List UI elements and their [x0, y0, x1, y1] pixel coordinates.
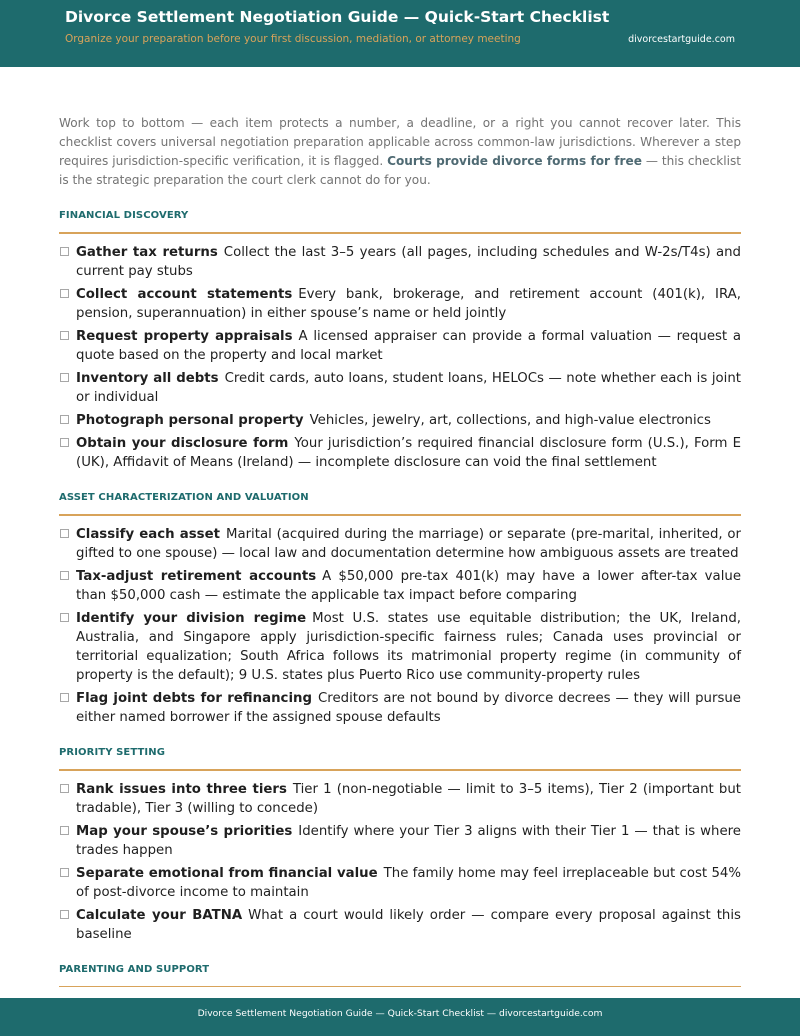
section-heading: PRIORITY SETTING — [59, 747, 741, 771]
checklist-item — [59, 525, 741, 563]
item-text: The family home may feel irreplaceable but cost 54% of post-divorce income to maintain — [76, 866, 742, 900]
item-text: Collect the last 3–5 years (all pages, including schedules and W-2s/T4s) and current pay stubs — [76, 245, 741, 279]
section-heading: PARENTING AND SUPPORT — [59, 964, 741, 987]
checkbox[interactable] — [60, 529, 69, 538]
item-title: Inventory all debts — [76, 371, 219, 386]
site-name: divorcestartguide.com — [628, 34, 735, 45]
footer-text: Divorce Settlement Negotiation Guide — Quick-Start Checklist — divorcestartguide.com — [197, 1008, 603, 1019]
page-title: Divorce Settlement Negotiation Guide — Quick-Start Checklist — [65, 8, 610, 26]
item-text: Your jurisdiction’s required financial disclosure form (U.S.), Form E (UK), Affidavit of Means (Ireland) — incomplete disclosure can void the final settlement — [76, 436, 741, 470]
section-heading: FINANCIAL DISCOVERY — [59, 210, 741, 234]
checklist-content — [59, 114, 741, 987]
page-footer — [0, 998, 800, 1036]
item-title: Gather tax returns — [76, 245, 218, 260]
intro-paragraph — [59, 114, 741, 190]
checkbox[interactable] — [60, 693, 69, 702]
checklist-item — [59, 906, 741, 944]
checkbox[interactable] — [60, 868, 69, 877]
section-heading: ASSET CHARACTERIZATION AND VALUATION — [59, 492, 741, 516]
checkbox[interactable] — [60, 784, 69, 793]
checkbox[interactable] — [60, 571, 69, 580]
item-text: A licensed appraiser can provide a formal valuation — request a quote based on the property and local market — [76, 329, 741, 363]
intro-text-after: — this checklist is the strategic preparation the court clerk cannot do for you. — [59, 154, 742, 187]
checkbox[interactable] — [60, 331, 69, 340]
item-text: Every bank, brokerage, and retirement account (401(k), IRA, pension, superannuation) in either spouse’s name or held jointly — [76, 287, 741, 321]
item-text: Tier 1 (non-negotiable — limit to 3–5 items), Tier 2 (important but tradable), Tier 3 (willing to concede) — [76, 782, 741, 816]
item-title: Tax-adjust retirement accounts — [76, 569, 317, 584]
checklist — [59, 525, 741, 727]
checklist — [59, 780, 741, 944]
checklist-item — [59, 780, 741, 818]
checklist-item — [59, 369, 741, 407]
checkbox[interactable] — [60, 247, 69, 256]
checklist-item — [59, 327, 741, 365]
page-header — [0, 0, 800, 67]
item-title: Calculate your BATNA — [76, 908, 243, 923]
checklist-item — [59, 434, 741, 472]
item-title: Separate emotional from financial value — [76, 866, 378, 881]
checklist-item — [59, 609, 741, 685]
checklist-item — [59, 411, 741, 430]
item-title: Collect account statements — [76, 287, 293, 302]
checklist-item — [59, 822, 741, 860]
item-text: A $50,000 pre-tax 401(k) may have a lower after-tax value than $50,000 cash — estimate the applicable tax impact before comparing — [76, 569, 741, 603]
checkbox[interactable] — [60, 289, 69, 298]
item-title: Obtain your disclosure form — [76, 436, 289, 451]
section-financial-discovery — [59, 210, 741, 472]
checklist-item — [59, 285, 741, 323]
item-text: Credit cards, auto loans, student loans, HELOCs — note whether each is joint or individual — [76, 371, 741, 405]
item-title: Rank issues into three tiers — [76, 782, 287, 797]
checkbox[interactable] — [60, 910, 69, 919]
checklist-item — [59, 567, 741, 605]
item-title: Photograph personal property — [76, 413, 304, 428]
intro-text-before: Work top to bottom — each item protects a number, a deadline, or a right you cannot recover later. This checklist covers universal negotiation preparation applicable across common-law jurisdictions. Wherever a step requires jurisdiction-specific verification, it is flagged. — [59, 116, 741, 168]
checklist — [59, 243, 741, 472]
checklist-item — [59, 864, 741, 902]
checkbox[interactable] — [60, 415, 69, 424]
checkbox[interactable] — [60, 613, 69, 622]
intro-bold-text: Courts provide divorce forms for free — [387, 154, 642, 168]
checkbox[interactable] — [60, 826, 69, 835]
item-title: Request property appraisals — [76, 329, 293, 344]
item-title: Identify your division regime — [76, 611, 307, 626]
section-asset-characterization — [59, 492, 741, 727]
item-title: Map your spouse’s priorities — [76, 824, 293, 839]
item-title: Flag joint debts for refinancing — [76, 691, 312, 706]
item-title: Classify each asset — [76, 527, 220, 542]
item-text: Vehicles, jewelry, art, collections, and high-value electronics — [309, 413, 711, 428]
item-text: Marital (acquired during the marriage) or separate (pre-marital, inherited, or gifted to one spouse) — local law and documentation determine how ambiguous assets are treated — [76, 527, 741, 561]
item-text: Identify where your Tier 3 aligns with their Tier 1 — that is where trades happen — [76, 824, 741, 858]
checklist-item — [59, 243, 741, 281]
section-priority-setting — [59, 747, 741, 944]
checkbox[interactable] — [60, 373, 69, 382]
item-text: Creditors are not bound by divorce decrees — they will pursue either named borrower if the assigned spouse defaults — [76, 691, 741, 725]
item-text: Most U.S. states use equitable distribution; the UK, Ireland, Australia, and Singapore apply jurisdiction-specific fairness rules; Canada uses provincial or territorial equalization; South Africa follows its matrimonial property regime (in community of property is the default); 9 U.S. states plus Puerto Rico use community-property rules — [76, 611, 741, 683]
item-text: What a court would likely order — compare every proposal against this baseline — [76, 908, 741, 942]
section-parenting-support — [59, 964, 741, 987]
page-subtitle: Organize your preparation before your first discussion, mediation, or attorney meeting — [65, 33, 521, 45]
checkbox[interactable] — [60, 438, 69, 447]
checklist-item — [59, 689, 741, 727]
